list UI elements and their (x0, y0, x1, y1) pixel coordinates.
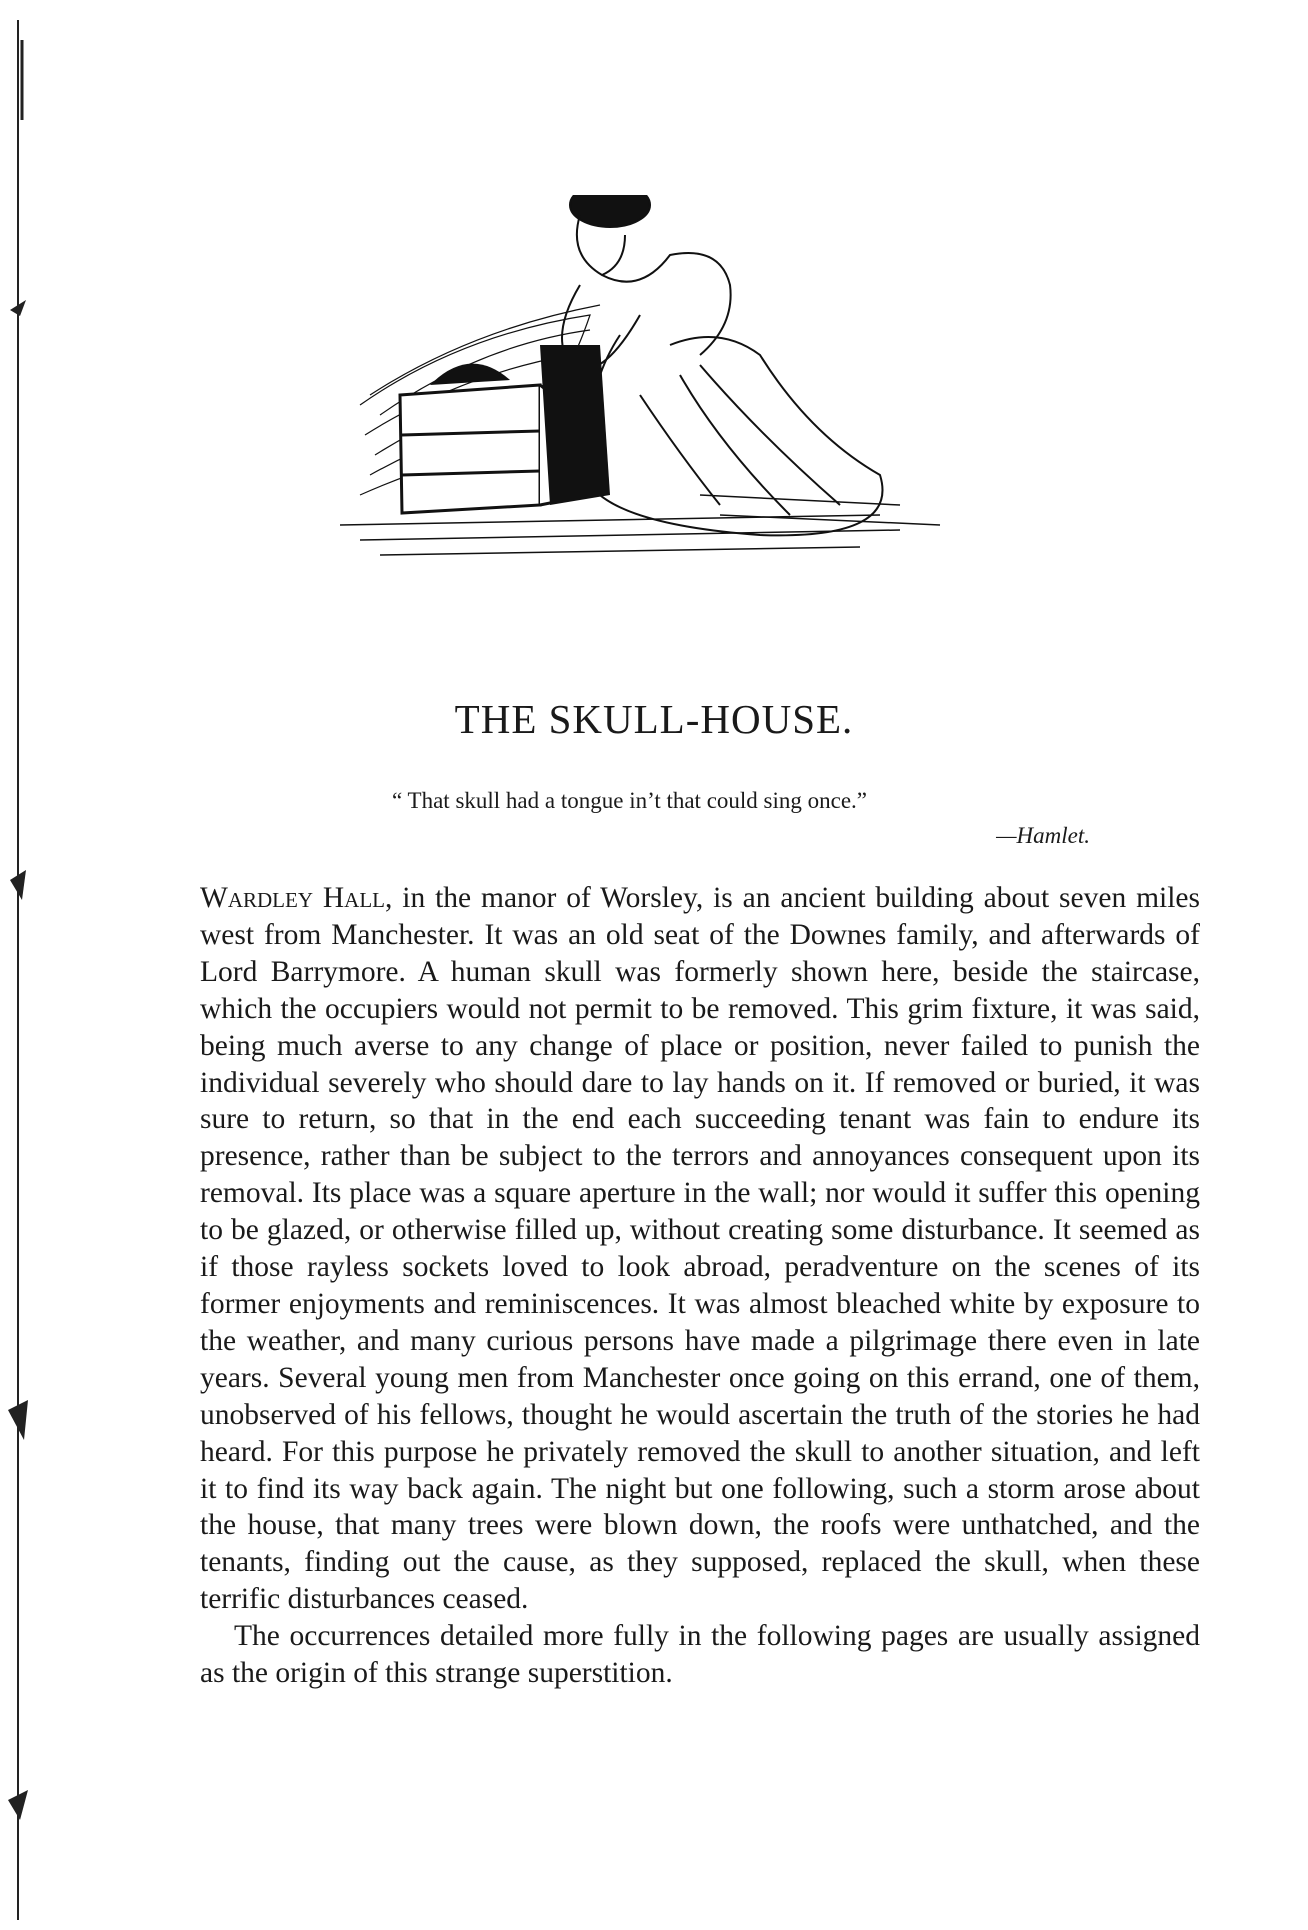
woman-kneeling-by-box-engraving-icon (340, 195, 1100, 655)
lead-words: Wardley Hall, (200, 882, 393, 914)
paragraph-2: The occurrences detailed more fully in the following pages are usually assigned as the origin of this strange superstition. (200, 1620, 1200, 1690)
body-text (200, 880, 1200, 1692)
chapter-title: THE SKULL-HOUSE. (454, 696, 854, 742)
paragraph-1 (200, 880, 1200, 1618)
epigraph-source: —Hamlet. (996, 823, 1090, 848)
epigraph-quote: “ That skull had a tongue in’t that could sing once.” (392, 788, 868, 813)
paragraph-1-text: in the manor of Worsley, is an ancient building about seven miles west from Manchester. It was an old seat of the Downes family, and afterwards of Lord Barrymore. A human skull was formerly shown here, beside the staircase, which the occupiers would not permit to be removed. This grim fixture, it was said, being much averse to any change of place or position, never failed to punish the individual severely who should dare to lay hands on it. If removed or buried, it was sure to return, so that in the end each succeeding tenant was fain to endure its presence, rather than be subject to the terrors and annoyances consequent upon its removal. Its place was a square aperture in the wall; nor would it suffer this opening to be glazed, or otherwise filled up, without creating some disturbance. It seemed as if those rayless sockets loved to look abroad, peradventure on the scenes of its former enjoyments and reminiscences. It was almost bleached white by exposure to the weather, and many curious persons have made a pilgrimage there even in late years. Several young men from Manchester once going on this errand, one of them, unobserved of his fellows, thought he would ascertain the truth of the stories he had heard. For this purpose he privately removed the skull to another situation, and left it to find its way back again. The night but one following, such a storm arose about the house, that many trees were blown down, the roofs were unthatched, and the tenants, finding out the cause, as they supposed, replaced the skull, when these terrific disturbances ceased. (200, 882, 1200, 1616)
page-binding-edge (0, 0, 40, 1930)
